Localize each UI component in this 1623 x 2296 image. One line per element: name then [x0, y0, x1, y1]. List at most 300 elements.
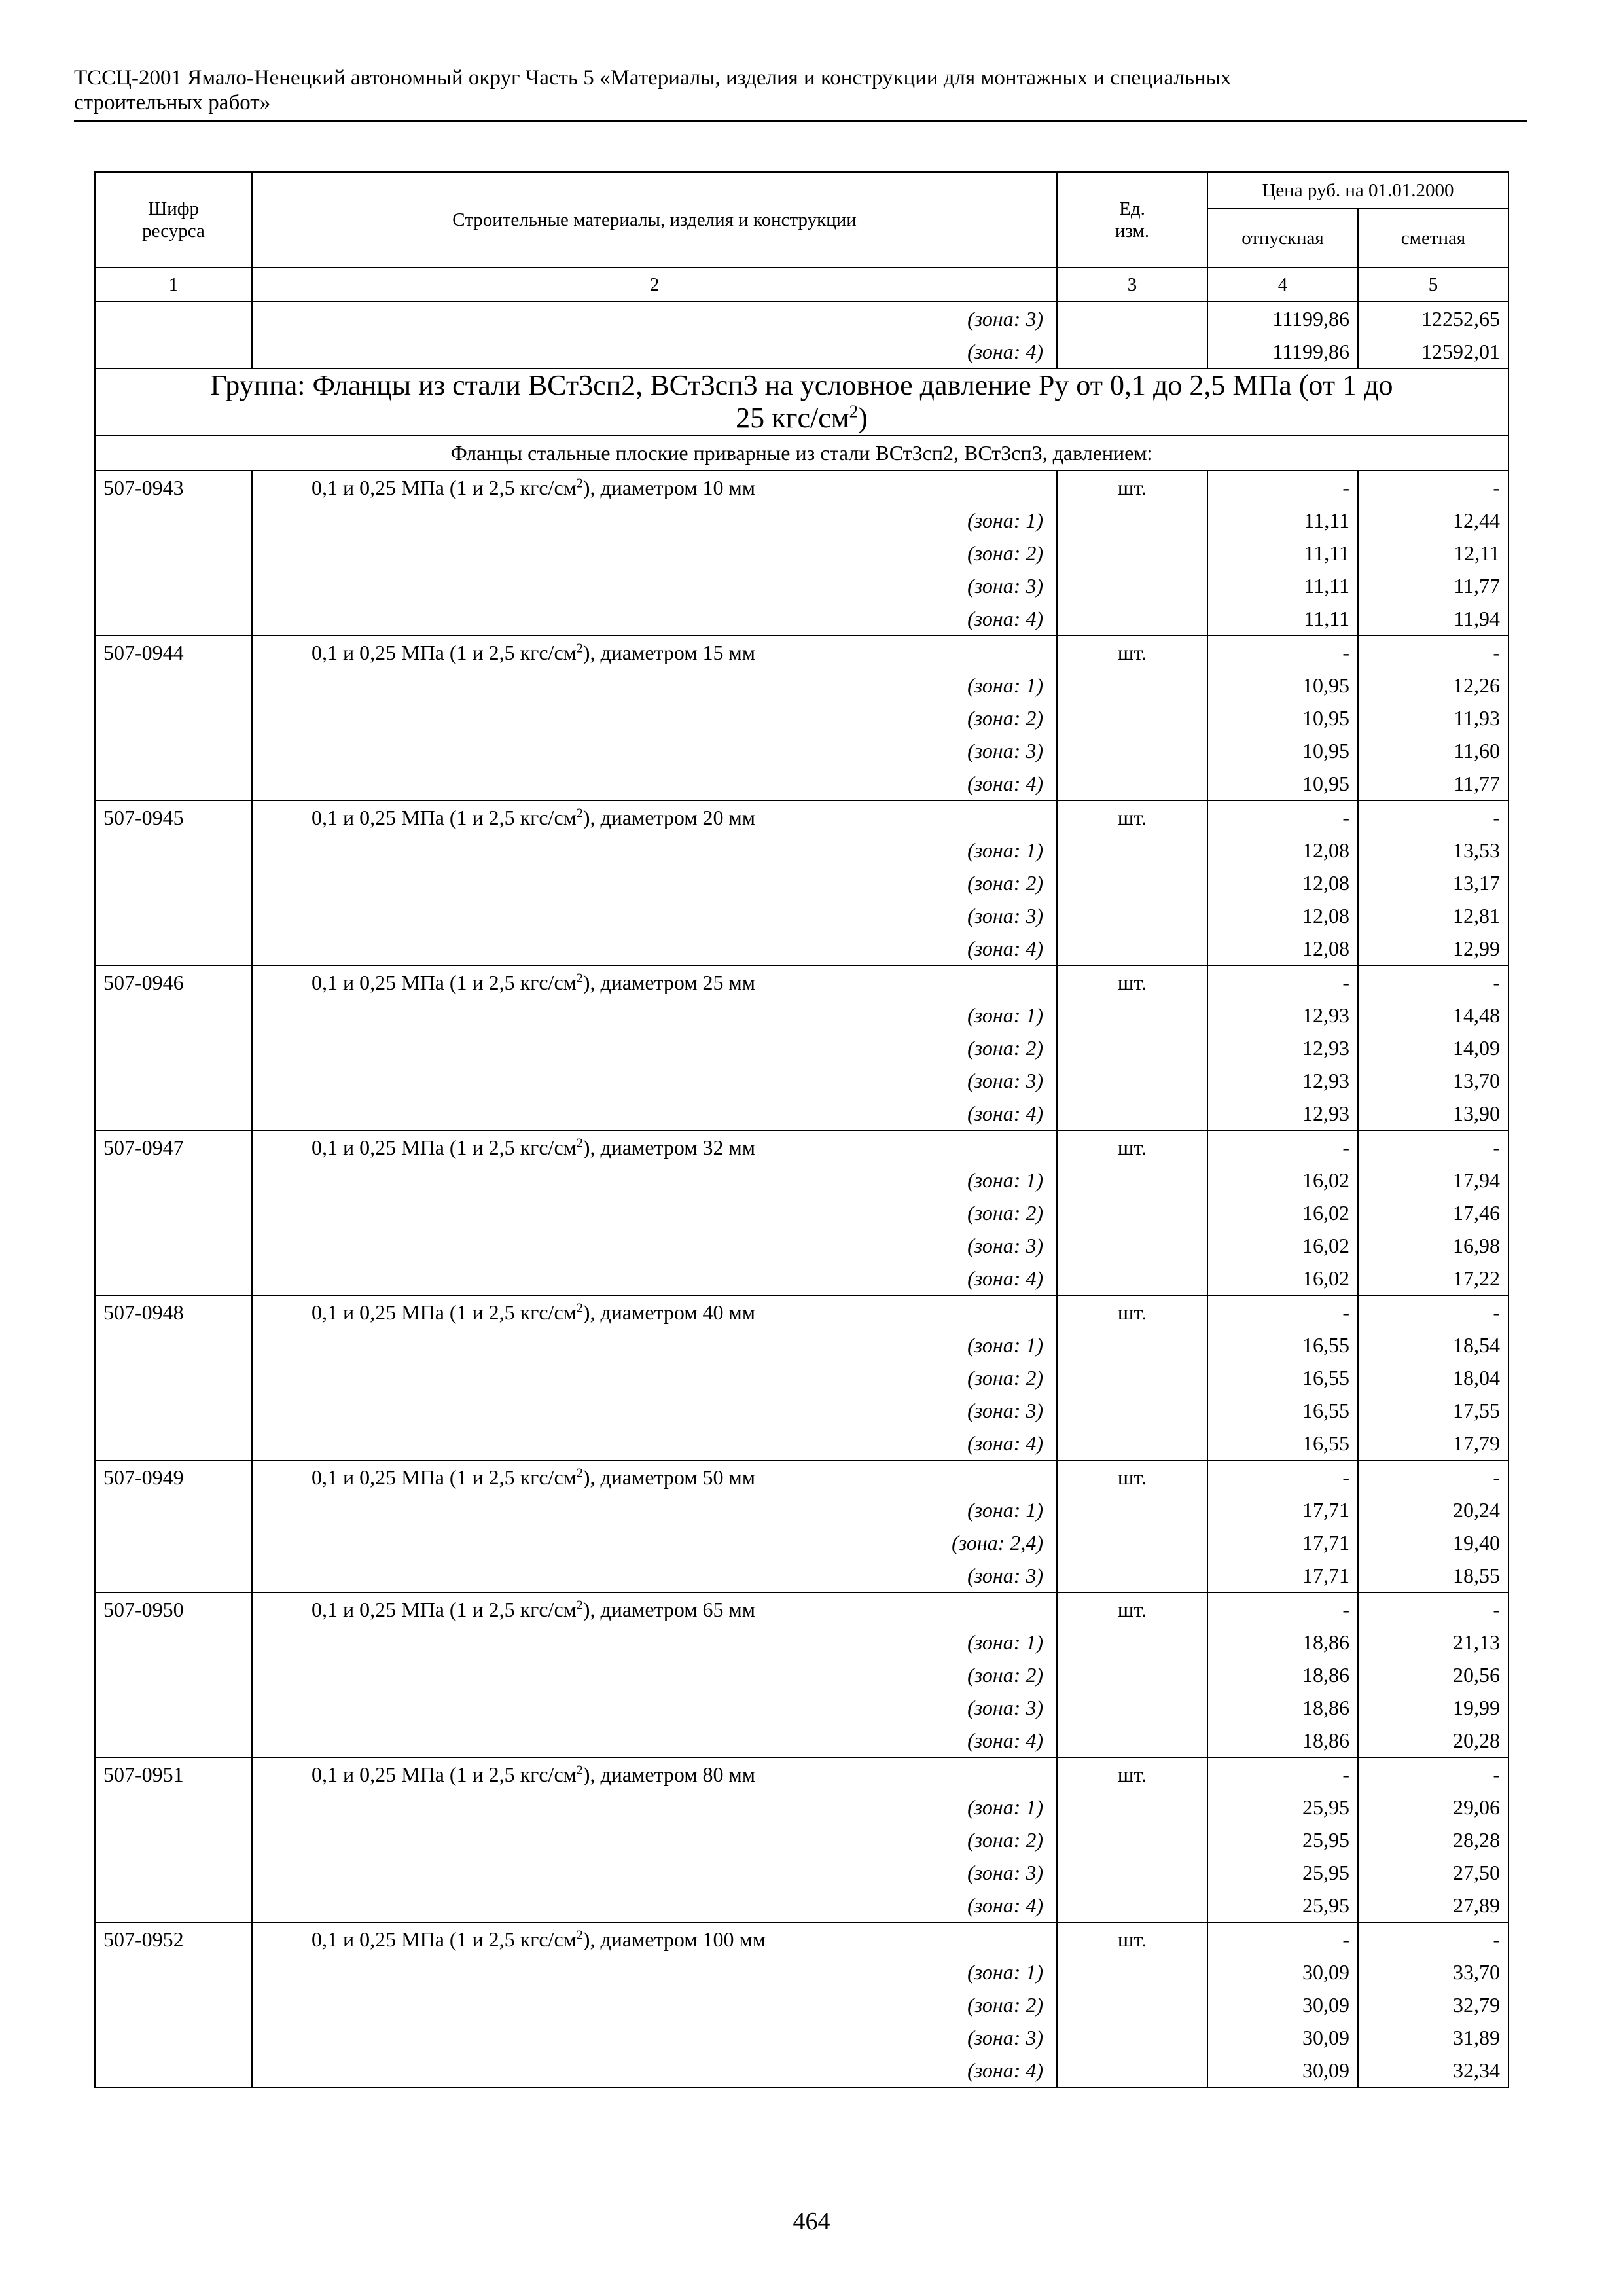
table-row [95, 1329, 1508, 1361]
unit [1057, 1329, 1207, 1361]
table-row [95, 1097, 1508, 1130]
resource-code [95, 1823, 252, 1856]
item-description-sup: 2 [576, 1928, 583, 1943]
resource-code [95, 1526, 252, 1559]
unit [1057, 899, 1207, 932]
item-description-text: 0,1 и 0,25 МПа (1 и 2,5 кгс/см [312, 1928, 577, 1951]
estimate-price: 11,93 [1358, 702, 1508, 734]
table-row [95, 1361, 1508, 1394]
item-description-sup: 2 [576, 1300, 583, 1316]
zone-label: (зона: 4) [252, 1262, 1057, 1295]
release-price: 11199,86 [1207, 335, 1358, 368]
zone-label: (зона: 2) [252, 1988, 1057, 2021]
zone-label: (зона: 4) [252, 767, 1057, 800]
table-row [95, 1460, 1508, 1494]
release-price: 16,02 [1207, 1262, 1358, 1295]
table-row [95, 1427, 1508, 1460]
item-description [252, 1922, 1057, 1956]
resource-code [95, 1626, 252, 1659]
resource-code [95, 1164, 252, 1196]
item-description [252, 471, 1057, 504]
release-price: 16,55 [1207, 1361, 1358, 1394]
unit [1057, 1494, 1207, 1526]
header-release-price: отпускная [1207, 209, 1358, 268]
estimate-price: 12592,01 [1358, 335, 1508, 368]
table-row [95, 1559, 1508, 1592]
release-price: 12,93 [1207, 1097, 1358, 1130]
resource-code [95, 1659, 252, 1691]
subgroup-row [95, 435, 1508, 471]
release-price: 17,71 [1207, 1494, 1358, 1526]
table-row [95, 1956, 1508, 1988]
zone-label: (зона: 3) [252, 734, 1057, 767]
item-description-end: ), диаметром 32 мм [582, 1136, 756, 1159]
release-price: 16,55 [1207, 1427, 1358, 1460]
resource-code [95, 1262, 252, 1295]
estimate-price: 11,60 [1358, 734, 1508, 767]
carryover-code [95, 335, 252, 368]
unit [1057, 1164, 1207, 1196]
item-description-end: ), диаметром 15 мм [582, 641, 756, 664]
table-row [95, 471, 1508, 504]
unit: шт. [1057, 1922, 1207, 1956]
unit [1057, 1856, 1207, 1889]
zone-label: (зона: 2) [252, 1659, 1057, 1691]
release-price: - [1207, 1757, 1358, 1791]
resource-code [95, 1724, 252, 1757]
release-price: 25,95 [1207, 1823, 1358, 1856]
zone-label: (зона: 3) [252, 1064, 1057, 1097]
zone-label: (зона: 1) [252, 1791, 1057, 1823]
item-description-sup: 2 [576, 641, 583, 656]
item-description-sup: 2 [576, 476, 583, 491]
unit [1057, 1262, 1207, 1295]
release-price: 11199,86 [1207, 302, 1358, 335]
zone-label: (зона: 3) [252, 1559, 1057, 1592]
zone-label: (зона: 4) [252, 602, 1057, 636]
page-header [74, 65, 1527, 115]
estimate-price: 17,46 [1358, 1196, 1508, 1229]
estimate-price: 27,89 [1358, 1889, 1508, 1922]
item-description-text: 0,1 и 0,25 МПа (1 и 2,5 кгс/см [312, 1763, 577, 1786]
estimate-price: 12,44 [1358, 504, 1508, 537]
unit [1057, 734, 1207, 767]
unit [1057, 1724, 1207, 1757]
resource-code [95, 1329, 252, 1361]
table-row [95, 1724, 1508, 1757]
header-estimate-price: сметная [1358, 209, 1508, 268]
column-number: 2 [252, 268, 1057, 302]
release-price: - [1207, 1922, 1358, 1956]
group-title-row [95, 368, 1508, 435]
resource-code [95, 734, 252, 767]
table-row [95, 2021, 1508, 2054]
zone-label: (зона: 2) [252, 1031, 1057, 1064]
resource-code [95, 899, 252, 932]
unit [1057, 1229, 1207, 1262]
table-row [95, 867, 1508, 899]
zone-label: (зона: 1) [252, 834, 1057, 867]
resource-code [95, 1064, 252, 1097]
unit [1057, 767, 1207, 800]
resource-code [95, 1988, 252, 2021]
release-price: - [1207, 636, 1358, 669]
zone-label: (зона: 4) [252, 1889, 1057, 1922]
item-description-end: ), диаметром 10 мм [582, 476, 756, 499]
resource-code [95, 1791, 252, 1823]
item-description-sup: 2 [576, 971, 583, 986]
estimate-price: 29,06 [1358, 1791, 1508, 1823]
item-description-sup: 2 [576, 1136, 583, 1151]
release-price: 30,09 [1207, 2054, 1358, 2087]
release-price: 12,08 [1207, 932, 1358, 965]
item-description-end: ), диаметром 65 мм [582, 1598, 756, 1621]
unit [1057, 867, 1207, 899]
estimate-price: 12,11 [1358, 537, 1508, 569]
unit [1057, 2021, 1207, 2054]
estimate-price: - [1358, 1757, 1508, 1791]
table-row [95, 1130, 1508, 1164]
release-price: 18,86 [1207, 1691, 1358, 1724]
table-row [95, 734, 1508, 767]
zone-label: (зона: 1) [252, 999, 1057, 1031]
unit [1057, 1559, 1207, 1592]
estimate-price: 19,40 [1358, 1526, 1508, 1559]
release-price: 12,08 [1207, 867, 1358, 899]
estimate-price: - [1358, 965, 1508, 999]
estimate-price: 32,79 [1358, 1988, 1508, 2021]
zone-label: (зона: 2) [252, 1361, 1057, 1394]
carryover-row [95, 335, 1508, 368]
table-row [95, 1691, 1508, 1724]
table-row [95, 1626, 1508, 1659]
estimate-price: - [1358, 1922, 1508, 1956]
zone-label: (зона: 4) [252, 1724, 1057, 1757]
header-line-1: ТССЦ-2001 Ямало-Ненецкий автономный округ Часть 5 «Материалы, изделия и конструкции для монтажных и специальных [74, 66, 1232, 90]
release-price: 12,93 [1207, 1031, 1358, 1064]
release-price: 25,95 [1207, 1889, 1358, 1922]
item-description-end: ), диаметром 20 мм [582, 806, 756, 829]
item-description-end: ), диаметром 50 мм [582, 1465, 756, 1489]
unit [1057, 2054, 1207, 2087]
release-price: 16,55 [1207, 1394, 1358, 1427]
estimate-price: 13,53 [1358, 834, 1508, 867]
release-price: - [1207, 800, 1358, 834]
item-description-end: ), диаметром 40 мм [582, 1300, 756, 1324]
unit [1057, 1988, 1207, 2021]
estimate-price: 27,50 [1358, 1856, 1508, 1889]
resource-code: 507-0949 [95, 1460, 252, 1494]
resource-code [95, 1889, 252, 1922]
header-code [95, 172, 252, 268]
estimate-price: 18,55 [1358, 1559, 1508, 1592]
resource-code [95, 1361, 252, 1394]
estimate-price: 13,17 [1358, 867, 1508, 899]
release-price: 16,02 [1207, 1196, 1358, 1229]
item-description-end: ), диаметром 25 мм [582, 971, 756, 994]
unit [1057, 1889, 1207, 1922]
resource-code: 507-0950 [95, 1592, 252, 1626]
release-price: 25,95 [1207, 1856, 1358, 1889]
zone-label: (зона: 1) [252, 1329, 1057, 1361]
zone-label: (зона: 4) [252, 1427, 1057, 1460]
carryover-unit [1057, 335, 1207, 368]
header-rule [74, 120, 1527, 122]
group-title-unit: 25 кгс/см [736, 402, 849, 434]
unit [1057, 1626, 1207, 1659]
release-price: - [1207, 965, 1358, 999]
table-row [95, 800, 1508, 834]
estimate-price: 17,79 [1358, 1427, 1508, 1460]
unit [1057, 1659, 1207, 1691]
estimate-price: 17,94 [1358, 1164, 1508, 1196]
zone-label: (зона: 3) [252, 302, 1057, 335]
release-price: 10,95 [1207, 734, 1358, 767]
group-title-end: ) [858, 402, 868, 434]
carryover-row [95, 302, 1508, 335]
unit [1057, 1031, 1207, 1064]
resource-code: 507-0944 [95, 636, 252, 669]
estimate-price: 11,77 [1358, 569, 1508, 602]
column-number: 5 [1358, 268, 1508, 302]
estimate-price: 20,56 [1358, 1659, 1508, 1691]
zone-label: (зона: 4) [252, 932, 1057, 965]
estimate-price: 32,34 [1358, 2054, 1508, 2087]
release-price: 12,93 [1207, 1064, 1358, 1097]
release-price: 10,95 [1207, 767, 1358, 800]
release-price: 17,71 [1207, 1559, 1358, 1592]
resource-code: 507-0943 [95, 471, 252, 504]
release-price: 16,55 [1207, 1329, 1358, 1361]
resource-code [95, 602, 252, 636]
table-row [95, 1889, 1508, 1922]
item-description [252, 800, 1057, 834]
estimate-price: 21,13 [1358, 1626, 1508, 1659]
release-price: - [1207, 1460, 1358, 1494]
zone-label: (зона: 2,4) [252, 1526, 1057, 1559]
estimate-price: 14,09 [1358, 1031, 1508, 1064]
header-materials: Строительные материалы, изделия и конструкции [252, 172, 1057, 268]
zone-label: (зона: 3) [252, 2021, 1057, 2054]
release-price: 12,93 [1207, 999, 1358, 1031]
release-price: 12,08 [1207, 899, 1358, 932]
estimate-price: - [1358, 1460, 1508, 1494]
estimate-price: 31,89 [1358, 2021, 1508, 2054]
unit [1057, 504, 1207, 537]
column-number: 3 [1057, 268, 1207, 302]
table-row [95, 1031, 1508, 1064]
table-row [95, 1394, 1508, 1427]
estimate-price: 16,98 [1358, 1229, 1508, 1262]
table-row [95, 1757, 1508, 1791]
resource-code [95, 569, 252, 602]
table-row [95, 1164, 1508, 1196]
zone-label: (зона: 3) [252, 569, 1057, 602]
release-price: - [1207, 471, 1358, 504]
resource-code [95, 767, 252, 800]
resource-code [95, 1559, 252, 1592]
unit [1057, 834, 1207, 867]
resource-code [95, 504, 252, 537]
estimate-price: 20,28 [1358, 1724, 1508, 1757]
zone-label: (зона: 4) [252, 1097, 1057, 1130]
resource-code [95, 1394, 252, 1427]
estimate-price: - [1358, 1130, 1508, 1164]
resource-code [95, 1856, 252, 1889]
zone-label: (зона: 2) [252, 867, 1057, 899]
table-row [95, 1262, 1508, 1295]
release-price: 18,86 [1207, 1724, 1358, 1757]
resource-code [95, 702, 252, 734]
unit [1057, 999, 1207, 1031]
estimate-price: 11,94 [1358, 602, 1508, 636]
subgroup-title: Фланцы стальные плоские приварные из стали ВСт3сп2, ВСт3сп3, давлением: [95, 435, 1508, 471]
estimate-price: 12,99 [1358, 932, 1508, 965]
header-code-line-1: Шифр [147, 198, 200, 219]
resource-code: 507-0948 [95, 1295, 252, 1329]
estimate-price: 20,24 [1358, 1494, 1508, 1526]
zone-label: (зона: 3) [252, 1394, 1057, 1427]
page-number: 464 [793, 2208, 830, 2235]
table-row [95, 702, 1508, 734]
zone-label: (зона: 4) [252, 335, 1057, 368]
table-row [95, 2054, 1508, 2087]
resource-code [95, 1097, 252, 1130]
resource-code [95, 867, 252, 899]
header-unit-line-1: Ед. [1119, 198, 1145, 219]
item-description-sup: 2 [576, 1465, 583, 1480]
zone-label: (зона: 2) [252, 537, 1057, 569]
resource-code [95, 669, 252, 702]
zone-label: (зона: 3) [252, 1856, 1057, 1889]
resource-code [95, 1691, 252, 1724]
resource-code [95, 932, 252, 965]
estimate-price: - [1358, 1295, 1508, 1329]
unit [1057, 602, 1207, 636]
unit [1057, 1394, 1207, 1427]
unit [1057, 1361, 1207, 1394]
price-table [94, 171, 1509, 2088]
item-description [252, 1295, 1057, 1329]
table-row [95, 602, 1508, 636]
table-row [95, 1659, 1508, 1691]
table-row [95, 1856, 1508, 1889]
unit [1057, 669, 1207, 702]
unit [1057, 1526, 1207, 1559]
zone-label: (зона: 3) [252, 1691, 1057, 1724]
table-row [95, 504, 1508, 537]
resource-code [95, 999, 252, 1031]
table-row [95, 767, 1508, 800]
item-description-sup: 2 [576, 1763, 583, 1778]
resource-code [95, 2054, 252, 2087]
column-number: 4 [1207, 268, 1358, 302]
release-price: 10,95 [1207, 702, 1358, 734]
unit: шт. [1057, 1460, 1207, 1494]
unit [1057, 1196, 1207, 1229]
item-description-sup: 2 [576, 1598, 583, 1613]
zone-label: (зона: 1) [252, 1164, 1057, 1196]
zone-label: (зона: 2) [252, 1823, 1057, 1856]
table-row [95, 1196, 1508, 1229]
estimate-price: 13,90 [1358, 1097, 1508, 1130]
resource-code [95, 1494, 252, 1526]
release-price: 11,11 [1207, 537, 1358, 569]
estimate-price: 18,04 [1358, 1361, 1508, 1394]
resource-code [95, 1956, 252, 1988]
zone-label: (зона: 2) [252, 702, 1057, 734]
table-row [95, 1823, 1508, 1856]
table-row [95, 932, 1508, 965]
column-number-row [95, 268, 1508, 302]
estimate-price: 12,26 [1358, 669, 1508, 702]
release-price: 30,09 [1207, 1988, 1358, 2021]
item-description-sup: 2 [576, 806, 583, 821]
item-description [252, 1460, 1057, 1494]
zone-label: (зона: 1) [252, 1956, 1057, 1988]
release-price: 11,11 [1207, 504, 1358, 537]
item-description [252, 1757, 1057, 1791]
estimate-price: 14,48 [1358, 999, 1508, 1031]
table-row [95, 669, 1508, 702]
item-description-text: 0,1 и 0,25 МПа (1 и 2,5 кгс/см [312, 641, 577, 664]
release-price: 11,11 [1207, 602, 1358, 636]
resource-code: 507-0951 [95, 1757, 252, 1791]
table-row [95, 1922, 1508, 1956]
item-description-end: ), диаметром 100 мм [582, 1928, 766, 1951]
table-row [95, 899, 1508, 932]
zone-label: (зона: 1) [252, 1494, 1057, 1526]
estimate-price: 12252,65 [1358, 302, 1508, 335]
resource-code [95, 834, 252, 867]
unit [1057, 1791, 1207, 1823]
resource-code [95, 2021, 252, 2054]
item-description [252, 1130, 1057, 1164]
header-price: Цена руб. на 01.01.2000 [1207, 172, 1508, 209]
release-price: 25,95 [1207, 1791, 1358, 1823]
zone-label: (зона: 1) [252, 1626, 1057, 1659]
release-price: 30,09 [1207, 1956, 1358, 1988]
estimate-price: - [1358, 1592, 1508, 1626]
unit [1057, 1097, 1207, 1130]
resource-code: 507-0952 [95, 1922, 252, 1956]
unit: шт. [1057, 965, 1207, 999]
estimate-price: 28,28 [1358, 1823, 1508, 1856]
table-row [95, 999, 1508, 1031]
table-row [95, 1295, 1508, 1329]
estimate-price: 19,99 [1358, 1691, 1508, 1724]
unit: шт. [1057, 800, 1207, 834]
estimate-price: 12,81 [1358, 899, 1508, 932]
zone-label: (зона: 3) [252, 899, 1057, 932]
table-row [95, 1229, 1508, 1262]
table-row [95, 636, 1508, 669]
unit: шт. [1057, 1592, 1207, 1626]
estimate-price: 13,70 [1358, 1064, 1508, 1097]
estimate-price: - [1358, 471, 1508, 504]
unit [1057, 537, 1207, 569]
unit: шт. [1057, 1295, 1207, 1329]
resource-code: 507-0946 [95, 965, 252, 999]
release-price: - [1207, 1592, 1358, 1626]
release-price: 18,86 [1207, 1659, 1358, 1691]
zone-label: (зона: 1) [252, 504, 1057, 537]
table-row [95, 834, 1508, 867]
release-price: 17,71 [1207, 1526, 1358, 1559]
table-row [95, 1064, 1508, 1097]
unit [1057, 932, 1207, 965]
item-description-text: 0,1 и 0,25 МПа (1 и 2,5 кгс/см [312, 1465, 577, 1489]
